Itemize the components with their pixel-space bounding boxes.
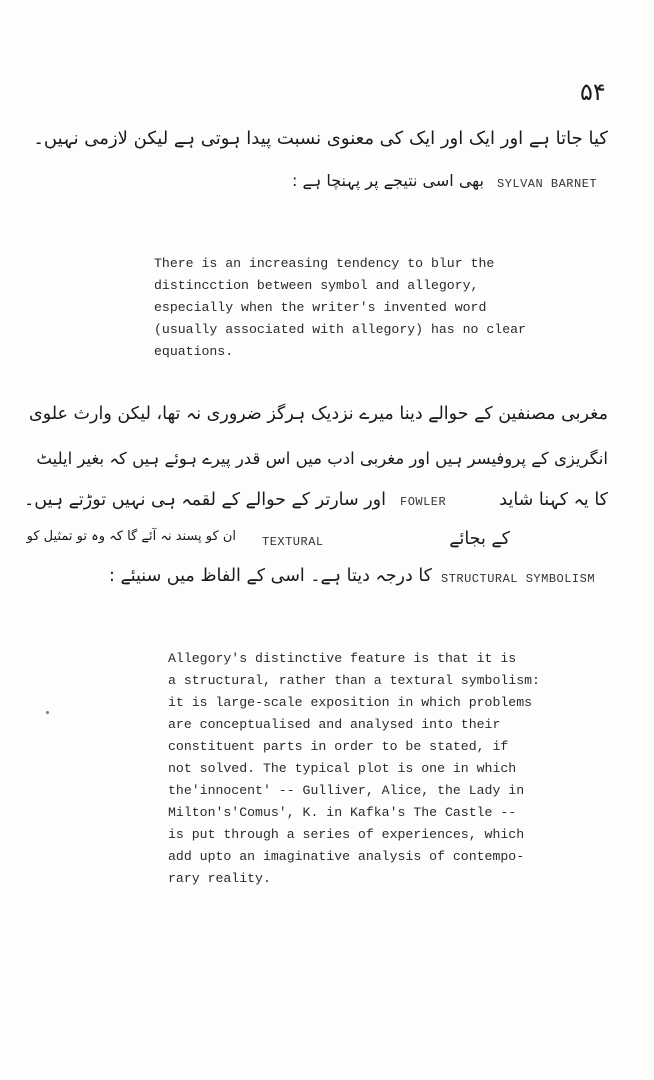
quote-line: the'innocent' -- Gulliver, Alice, the Lady in (168, 783, 525, 798)
quote-line: rary reality. (168, 871, 271, 886)
urdu-line-mid-2: انگریزی کے پروفیسر ہیں اور مغربی ادب میں اس قدر پیرے ہوئے ہیں کہ بغیر ایلیٹ (36, 449, 608, 468)
term-textural: TEXTURAL (262, 535, 324, 549)
quote-line: it is large-scale exposition in which problems (168, 695, 533, 710)
quote-line: Allegory's distinctive feature is that it is (168, 651, 517, 666)
quote-line: distincction between symbol and allegory, (154, 278, 479, 293)
urdu-line-mid-4-right: کے بجائے (449, 529, 510, 549)
urdu-line-top-2: بھی اسی نتیجے پر پہنچا ہے : (292, 171, 484, 190)
quote-line: is put through a series of experiences, which (168, 827, 525, 842)
urdu-line-mid-5: کا درجہ دیتا ہے۔ اسی کے الفاظ میں سنیئے : (109, 566, 432, 586)
term-structural-symbolism: STRUCTURAL SYMBOLISM (441, 572, 596, 586)
quote-line: are conceptualised and analysed into their (168, 717, 501, 732)
urdu-line-top-1: کیا جاتا ہے اور ایک اور ایک کی معنوی نسبت پیدا ہوتی ہے لیکن لازمی نہیں۔ (33, 128, 608, 149)
quote-barnet (154, 253, 526, 363)
quote-line: a structural, rather than a textural symbolism: (168, 673, 540, 688)
quote-line: equations. (154, 344, 234, 359)
quote-line: constituent parts in order to be stated, if (168, 739, 509, 754)
author-name-sylvan-barnet: SYLVAN BARNET (497, 177, 598, 191)
urdu-line-mid-3-left: اور سارتر کے حوالے کے لقمہ ہی نہیں توڑتے ہیں۔ (24, 490, 386, 510)
quote-line: (usually associated with allegory) has no clear (154, 322, 526, 337)
urdu-line-mid-4-left: ان کو پسند نہ آئے گا کہ وہ تو تمثیل کو (26, 529, 236, 544)
urdu-line-mid-1: مغربی مصنفین کے حوالے دینا میرے نزدیک ہرگز ضروری نہ تھا، لیکن وارث علوی (29, 404, 608, 424)
paper-speck (46, 711, 49, 714)
urdu-line-mid-3-right: کا یہ کہنا شاید (499, 490, 608, 510)
quote-line: add upto an imaginative analysis of contempo- (168, 849, 525, 864)
page-number: ۵۴ (580, 78, 606, 106)
quote-line: not solved. The typical plot is one in which (168, 761, 517, 776)
author-name-fowler: FOWLER (400, 495, 447, 509)
quote-line: There is an increasing tendency to blur the (154, 256, 495, 271)
quote-line: especially when the writer's invented word (154, 300, 487, 315)
quote-line: Milton's'Comus', K. in Kafka's The Castle -- (168, 805, 517, 820)
quote-fowler (168, 648, 540, 890)
